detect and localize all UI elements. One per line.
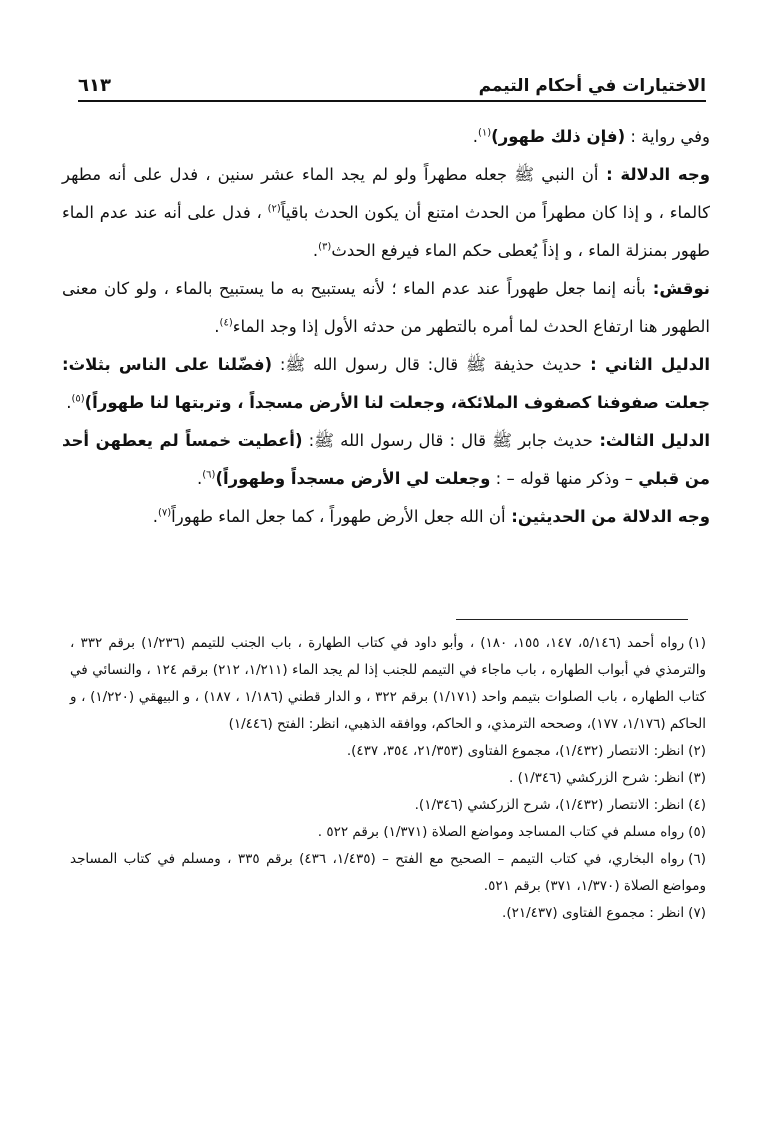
page-header bbox=[78, 60, 706, 102]
paragraph-text: – وذكر منها قوله – : bbox=[490, 469, 639, 488]
paragraph-wajh-dalala bbox=[62, 156, 710, 270]
footnotes bbox=[70, 630, 706, 927]
section-label: الدليل الثالث: bbox=[592, 431, 710, 450]
footnote-text: انظر: الانتصار (١/٤٣٢)، شرح الزركشي (١/٣٤٦). bbox=[414, 797, 685, 813]
footnote-text: رواه مسلم في كتاب المساجد ومواضع الصلاة (١/٣٧١) برقم ٥٢٢ . bbox=[317, 824, 685, 840]
paragraph-nuqish bbox=[62, 270, 710, 346]
paragraph-end: . bbox=[152, 507, 158, 526]
footnote-number: (٧) bbox=[688, 905, 706, 921]
footnote-ref: (٢) bbox=[267, 203, 281, 215]
footnote-number: (٣) bbox=[688, 770, 706, 786]
running-title: الاختيارات في أحكام التيمم bbox=[478, 76, 706, 96]
paragraph-end: . bbox=[312, 241, 319, 260]
paragraph-end: . bbox=[197, 469, 203, 488]
footnote-ref: (١) bbox=[477, 127, 492, 139]
footnote-ref: (٤) bbox=[219, 317, 233, 329]
section-label: الدليل الثاني : bbox=[581, 355, 710, 374]
footnote-number: (٢) bbox=[688, 743, 706, 759]
footnote-ref: (٥) bbox=[71, 393, 85, 405]
footnote-text: انظر: الانتصار (١/٤٣٢)، مجموع الفتاوى (٢١/٣٥٣، ٣٥٤، ٤٣٧). bbox=[346, 743, 685, 759]
footnote-number: (٦) bbox=[688, 851, 706, 867]
paragraph-wajh-hadithayn bbox=[62, 498, 710, 536]
hadith-quote: (فضّلنا على الناس بثلاث: جعلت صفوفنا كصفوف الملائكة، وجعلت لنا الأرض مسجداً ، وتربتها لنا طهوراً) bbox=[62, 355, 710, 412]
paragraph-text: حديث حذيفة ﷺ قال: قال رسول الله ﷺ: bbox=[272, 355, 582, 374]
hadith-quote: (فإن ذلك طهور) bbox=[491, 127, 626, 146]
paragraph-text: وفي رواية : bbox=[625, 127, 710, 146]
page-number: ٦١٣ bbox=[78, 75, 111, 96]
footnote-item bbox=[70, 792, 706, 819]
footnote-number: (٥) bbox=[688, 824, 706, 840]
section-label: نوقش: bbox=[645, 279, 710, 298]
paragraph-end: . bbox=[214, 317, 220, 336]
paragraph-end: . bbox=[472, 127, 478, 146]
footnote-item bbox=[70, 819, 706, 846]
section-label: وجه الدلالة : bbox=[598, 165, 710, 184]
section-label: وجه الدلالة من الحديثين: bbox=[505, 507, 710, 526]
footnote-text: انظر: شرح الزركشي (١/٣٤٦) . bbox=[509, 770, 685, 786]
footnote-number: (١) bbox=[688, 635, 706, 651]
footnote-number: (٤) bbox=[688, 797, 706, 813]
footnote-item bbox=[70, 900, 706, 927]
paragraph-dalil-thani bbox=[62, 346, 710, 422]
paragraph-end: . bbox=[66, 393, 72, 412]
paragraph-text: بأنه إنما جعل طهوراً عند عدم الماء ؛ لأنه يستبيح به ما يستبيح بالماء ، ولو كان معنى الطهور هنا ارتفاع الحدث لما أمره بالتطهر من حدثه الأول إذا وجد الماء bbox=[62, 279, 710, 336]
footnote-divider bbox=[456, 619, 688, 620]
footnote-ref: (٣) bbox=[318, 241, 332, 253]
footnote-item bbox=[70, 846, 706, 900]
paragraph-text: حديث جابر ﷺ قال : قال رسول الله ﷺ: bbox=[302, 431, 593, 450]
main-text bbox=[62, 118, 710, 536]
footnote-text: رواه أحمد (٥/١٤٦، ١٤٧، ١٥٥، ١٨٠) ، وأبو داود في كتاب الطهارة ، باب الجنب للتيمم (١/٢٣٦) برقم ٣٣٢ ، والترمذي في أبواب الطهاره ، باب ماجاء في التيمم للجنب إذا لم يجد الماء (١/٢١١، ٢١٢) برقم ١٢٤ ، والنسائي في كتاب الطهاره ، باب الصلوات بتيمم واحد (١/١٧١) برقم ٣٢٢ ، و الدار قطني (١/١٨٦ ، ١٨٧) ، و البيهقي (١/٢٢٠) ، و الحاكم (١/١٧٦، ١٧٧)، وصححه الترمذي، و الحاكم، ووافقه الذهبي، انظر: الفتح (١/٤٤٦) bbox=[70, 635, 706, 732]
footnote-item bbox=[70, 630, 706, 738]
paragraph-dalil-thalith bbox=[62, 422, 710, 498]
hadith-quote: وجعلت لي الأرض مسجداً وطهوراً) bbox=[215, 469, 491, 488]
paragraph-text: أن النبي ﷺ جعله مطهراً ولو لم يجد الماء عشر سنين ، فدل على أنه مطهر كالماء ، و إذا كان مطهراً من الحدث امتنع أن يكون الحدث باقياً bbox=[62, 165, 710, 222]
footnote-text: رواه البخاري، في كتاب التيمم – الصحيح مع الفتح – (١/٤٣٥، ٤٣٦) برقم ٣٣٥ ، ومسلم في كتاب المساجد ومواضع الصلاة (١/٣٧٠، ٣٧١) برقم ٥٢١. bbox=[70, 851, 706, 894]
paragraph-riwaya bbox=[62, 118, 710, 156]
paragraph-text: ، فدل على أنه عند عدم الماء طهور بمنزلة الماء ، و إذاً يُعطى حكم الماء فيرفع الحدث bbox=[62, 203, 710, 260]
paragraph-text: أن الله جعل الأرض طهوراً ، كما جعل الماء طهوراً bbox=[171, 507, 506, 526]
footnote-ref: (٦) bbox=[202, 469, 216, 481]
footnote-item bbox=[70, 765, 706, 792]
footnote-text: انظر : مجموع الفتاوى (٢١/٤٣٧). bbox=[502, 905, 685, 921]
footnote-item bbox=[70, 738, 706, 765]
footnote-ref: (٧) bbox=[157, 507, 172, 519]
hadith-quote: (أعطيت خمساً لم يعطهن أحد من قبلي bbox=[62, 431, 710, 488]
